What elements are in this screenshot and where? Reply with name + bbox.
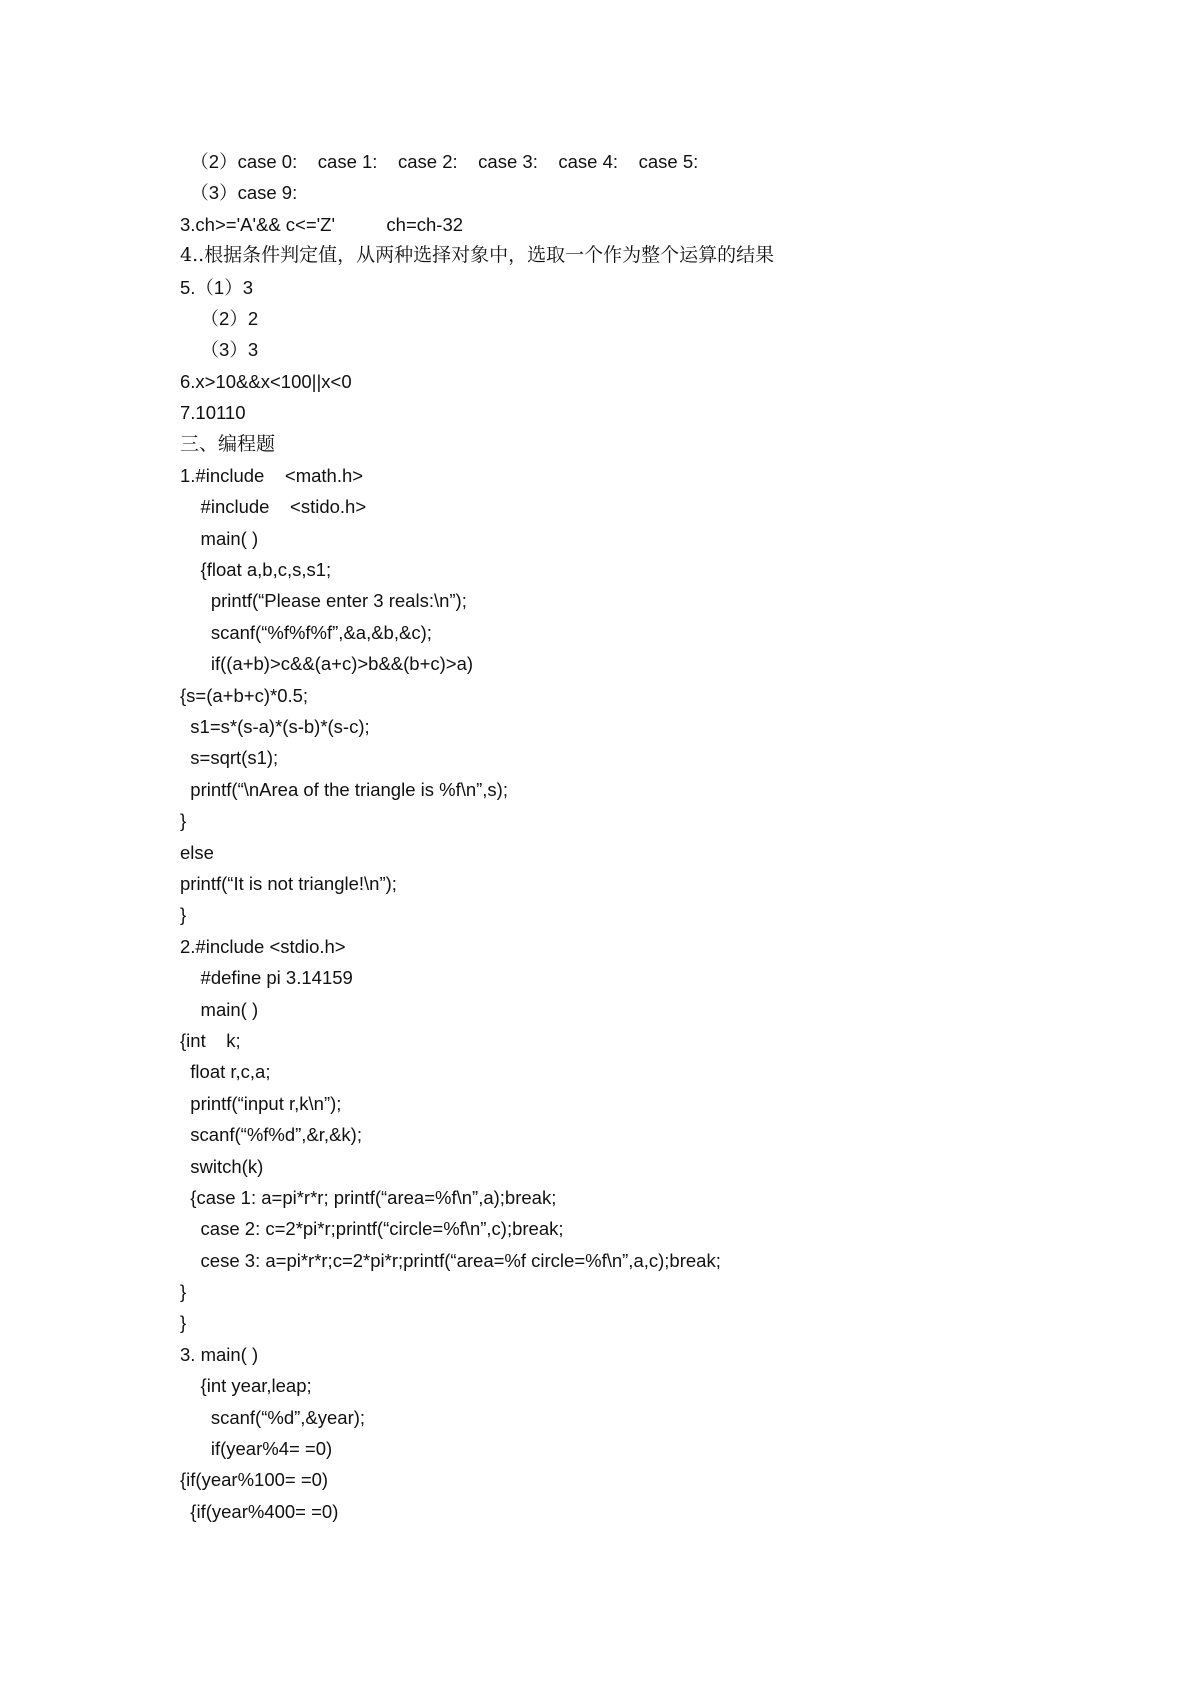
answer-line-2-3: （3）case 9: — [180, 182, 298, 204]
code-line: main( ) — [180, 998, 259, 1020]
code-line: printf(“Please enter 3 reals:\n”); — [180, 590, 467, 612]
code-line: } — [180, 904, 187, 926]
code-line: {if(year%400= =0) — [180, 1500, 339, 1522]
code-line: {s=(a+b+c)*0.5; — [180, 684, 309, 706]
code-line: {if(year%100= =0) — [180, 1469, 329, 1491]
code-line: s=sqrt(s1); — [180, 747, 279, 769]
document-body — [180, 146, 1160, 1527]
code-line: scanf(“%d”,&year); — [180, 1406, 366, 1428]
code-line: s1=s*(s-a)*(s-b)*(s-c); — [180, 716, 370, 738]
code-line: {case 1: a=pi*r*r; printf(“area=%f\n”,a);break; — [180, 1186, 557, 1208]
answer-line-7: 7.10110 — [180, 402, 246, 424]
code-line: 2.#include <stdio.h> — [180, 935, 346, 957]
section-heading: 三、编程题 — [180, 432, 276, 455]
code-line: printf(“It is not triangle!\n”); — [180, 872, 397, 894]
code-line: scanf(“%f%d”,&r,&k); — [180, 1124, 362, 1146]
code-line: 1.#include <math.h> — [180, 464, 364, 486]
answer-line-5-3: （3）3 — [180, 339, 259, 361]
code-line: } — [180, 1312, 187, 1334]
code-line: {int year,leap; — [180, 1375, 312, 1397]
answer-line-2-2: （2）case 0: case 1: case 2: case 3: case 4: case 5: — [180, 151, 699, 172]
code-line: case 2: c=2*pi*r;printf(“circle=%f\n”,c);break; — [180, 1218, 564, 1240]
answer-line-4: 4..根据条件判定值，从两种选择对象中，选取一个作为整个运算的结果 — [180, 244, 775, 267]
code-line: {float a,b,c,s,s1; — [180, 559, 332, 581]
code-line: if(year%4= =0) — [180, 1438, 333, 1460]
answer-line-3: 3.ch>='A'&& c<='Z' ch=ch-32 — [180, 213, 464, 235]
code-line: } — [180, 1281, 187, 1303]
answer-line-6: 6.x>10&&x<100||x<0 — [180, 370, 352, 392]
code-line: printf(“\nArea of the triangle is %f\n”,s); — [180, 778, 508, 800]
code-line: printf(“input r,k\n”); — [180, 1092, 342, 1114]
code-line: {int k; — [180, 1029, 241, 1051]
code-line: main( ) — [180, 527, 259, 549]
code-line: float r,c,a; — [180, 1061, 271, 1083]
code-line: switch(k) — [180, 1155, 264, 1177]
code-line: } — [180, 810, 187, 832]
answer-line-5-2: （2）2 — [180, 307, 259, 329]
answer-line-5-1: 5.（1）3 — [180, 276, 254, 298]
code-line: else — [180, 841, 214, 863]
code-line: 3. main( ) — [180, 1343, 259, 1365]
code-line: if((a+b)>c&&(a+c)>b&&(b+c)>a) — [180, 653, 474, 675]
code-line: cese 3: a=pi*r*r;c=2*pi*r;printf(“area=%f circle=%f\n”,a,c);break; — [180, 1249, 721, 1271]
code-line: scanf(“%f%f%f”,&a,&b,&c); — [180, 621, 432, 643]
code-line: #include <stido.h> — [180, 496, 367, 518]
code-line: #define pi 3.14159 — [180, 967, 353, 989]
